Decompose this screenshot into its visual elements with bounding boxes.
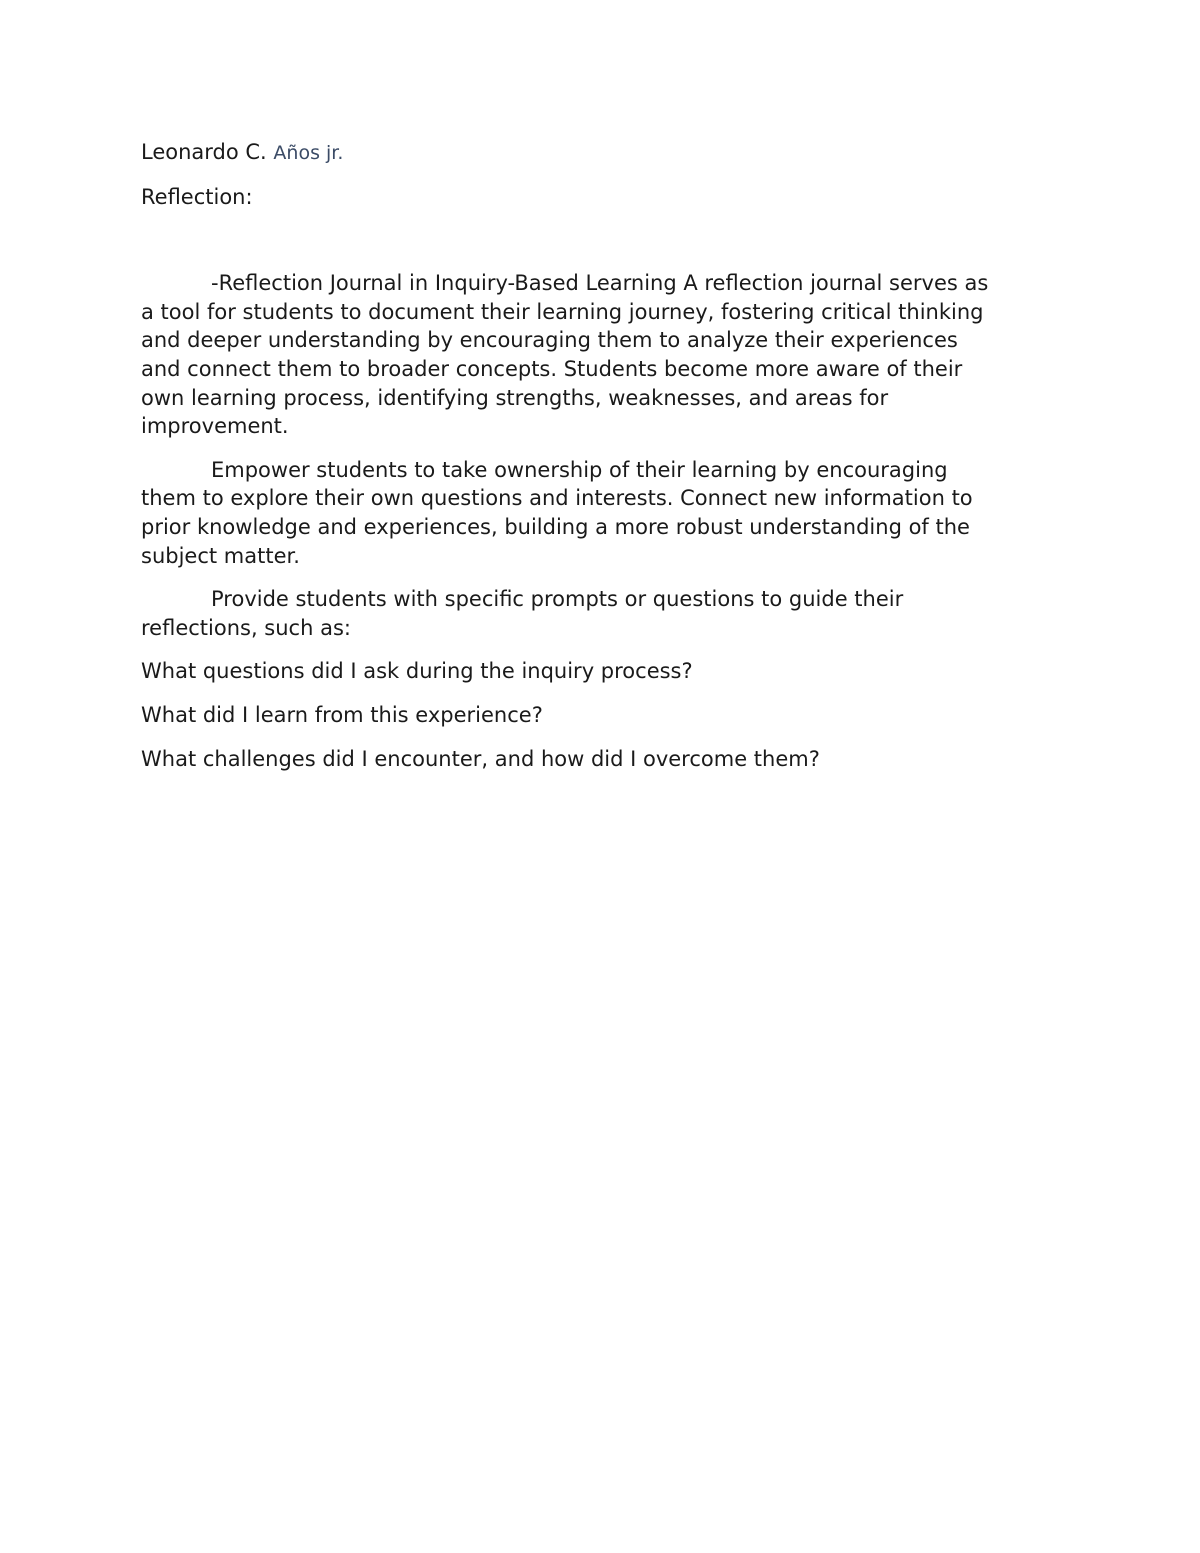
paragraph-line: and deeper understanding by encouraging them to analyze their experiences [141,328,958,353]
question-item: What questions did I ask during the inquiry process? [141,659,693,684]
reflection-heading: Reflection: [141,184,253,209]
paragraph-line: a tool for students to document their learning journey, fostering critical thinking [141,299,984,324]
paragraph-reflection-journal [141,269,1056,441]
paragraph-line: improvement. [141,414,289,439]
paragraph-empower-students [141,456,1056,570]
paragraph-line: own learning process, identifying strengths, weaknesses, and areas for [141,385,889,410]
paragraph-line: -Reflection Journal in Inquiry-Based Learning A reflection journal serves as [211,271,989,296]
paragraph-line: Empower students to take ownership of their learning by encouraging [211,457,948,482]
author-name [141,138,1056,168]
paragraph-line: reflections, such as: [141,615,351,640]
question-item: What did I learn from this experience? [141,702,543,727]
paragraph-line: subject matter. [141,543,300,568]
paragraph-provide-prompts [141,585,1056,642]
paragraph-line: Provide students with specific prompts or questions to guide their [211,587,904,612]
document-body [141,138,1056,788]
question-item: What challenges did I encounter, and how did I overcome them? [141,746,820,771]
paragraph-line: and connect them to broader concepts. Students become more aware of their [141,356,963,381]
paragraph-line: prior knowledge and experiences, building a more robust understanding of the [141,514,970,539]
author-surname: Años jr. [273,142,344,164]
author-given-name: Leonardo C. [141,140,267,164]
paragraph-line: them to explore their own questions and interests. Connect new information to [141,486,973,511]
